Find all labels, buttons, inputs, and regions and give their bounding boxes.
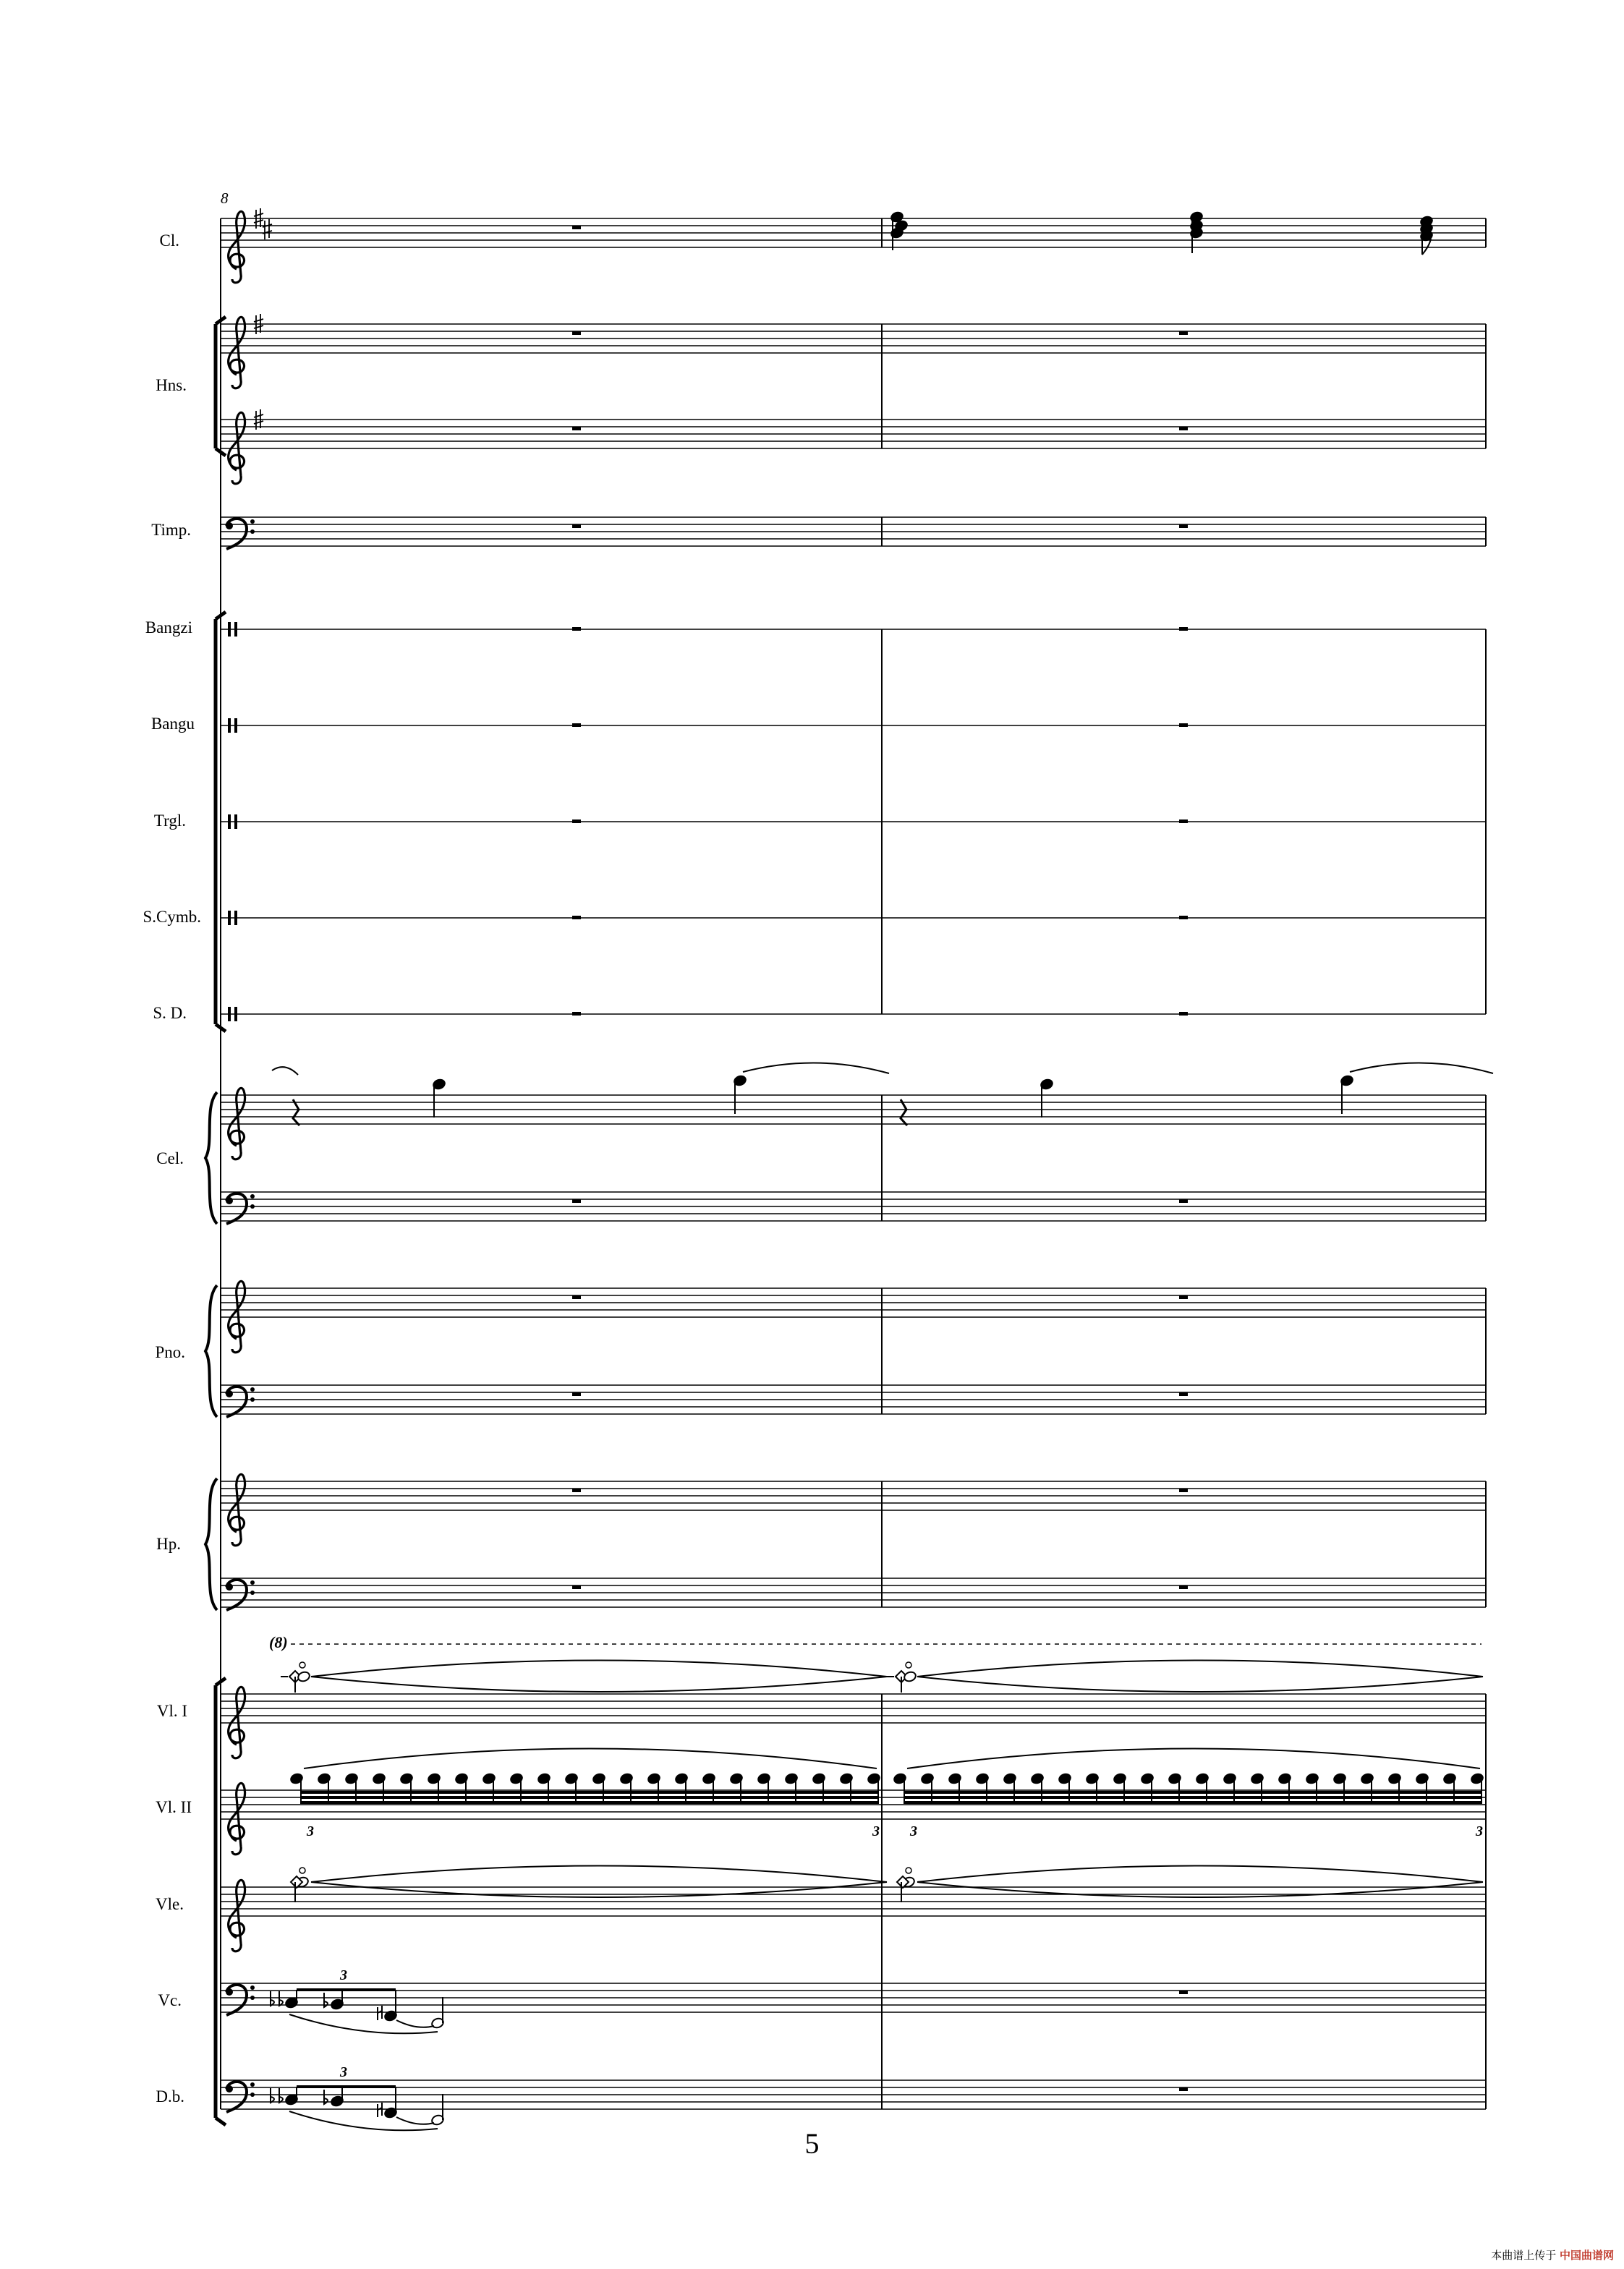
percussion-clef — [228, 1007, 231, 1021]
bass-clef-dot — [250, 1397, 255, 1402]
instrument-label-scymb: S.Cymb. — [143, 908, 201, 926]
instrument-label-cel: Cel. — [156, 1149, 184, 1167]
clefs — [226, 208, 272, 2112]
whole-rest — [1179, 1991, 1188, 1994]
violin1-note — [297, 1671, 310, 1683]
whole-rest — [572, 1295, 581, 1299]
harmonic-circle — [906, 1662, 911, 1668]
whole-rest — [572, 331, 581, 335]
whole-rest — [572, 1012, 581, 1016]
whole-rest — [1179, 1585, 1188, 1589]
flat-sign — [271, 1991, 274, 2006]
instrument-label-db: D.b. — [156, 2087, 184, 2106]
whole-rest — [572, 723, 581, 727]
percussion-clef — [234, 911, 237, 925]
measure-number: 8 — [221, 190, 229, 207]
whole-rest — [1179, 2087, 1188, 2091]
watermark-brand: 中国曲谱网 — [1559, 2249, 1614, 2262]
bass-clef-dot — [250, 2082, 255, 2087]
whole-rest — [1179, 627, 1188, 631]
slur — [1350, 1063, 1493, 1073]
bass-clef-dot — [250, 1580, 255, 1585]
flat-sign — [271, 2088, 274, 2103]
instrument-label-vle: Vle. — [156, 1895, 184, 1913]
instrument-label-sd: S. D. — [153, 1004, 187, 1022]
bass-clef-dot — [250, 1985, 255, 1990]
percussion-clef — [228, 622, 231, 637]
instrument-label-hp: Hp. — [156, 1535, 181, 1553]
page-number: 5 — [804, 2127, 820, 2160]
instrument-label-bangzi: Bangzi — [145, 618, 192, 637]
slur — [917, 1661, 1483, 1677]
percussion-clef — [234, 718, 237, 733]
instrument-label-cl: Cl. — [159, 231, 179, 250]
tuplet-number: 3 — [307, 1823, 314, 1839]
tie — [311, 1882, 887, 1897]
tuplet-number: 3 — [910, 1823, 917, 1839]
percussion-clef — [234, 622, 237, 637]
percussion-clef — [234, 1007, 237, 1021]
slur — [743, 1063, 889, 1073]
whole-rest — [1179, 1392, 1188, 1396]
whole-rest — [572, 627, 581, 631]
instrument-label-hns: Hns. — [156, 376, 187, 394]
whole-rest — [1179, 1012, 1188, 1016]
whole-rest — [1179, 427, 1188, 430]
grand-staff-brace — [205, 1478, 217, 1610]
bass-clef-dot — [226, 1390, 233, 1397]
harmonic-circle — [299, 1868, 305, 1873]
bass-clef-dot — [226, 1583, 233, 1591]
whole-rest — [1179, 1489, 1188, 1492]
whole-rest — [572, 916, 581, 919]
slur — [917, 1866, 1483, 1883]
grand-staff-brace — [205, 1092, 217, 1224]
tuplet-number: 3 — [872, 1823, 880, 1839]
bass-clef-dot — [226, 1197, 233, 1204]
slur — [907, 1749, 1480, 1769]
bass-clef-dot — [250, 1204, 255, 1209]
instrument-label-timp: Timp. — [151, 521, 191, 539]
whole-rest — [572, 427, 581, 430]
quarter-rest — [901, 1099, 907, 1125]
percussion-clef — [228, 911, 231, 925]
whole-rests — [572, 226, 1188, 2091]
instrument-label-bangu: Bangu — [150, 715, 195, 733]
harmonic-circle — [299, 1662, 305, 1668]
quarter-rest — [293, 1099, 299, 1125]
tie — [917, 1677, 1483, 1692]
grand-staff-brace — [205, 1285, 217, 1417]
whole-rest — [572, 1489, 581, 1492]
violin1-note — [903, 1671, 917, 1683]
bass-clef-dot — [226, 1988, 233, 1996]
whole-rest — [1179, 820, 1188, 823]
bass-clef-dot — [250, 519, 255, 524]
harmonic-circle — [906, 1868, 911, 1873]
tie — [917, 1882, 1483, 1897]
barlines — [221, 218, 1486, 2109]
whole-rest — [1179, 1199, 1188, 1203]
tuplet-number: 3 — [1476, 1823, 1483, 1839]
percussion-clef — [228, 814, 231, 829]
note-flag — [1422, 239, 1431, 255]
slur — [311, 1866, 887, 1883]
whole-rest — [1179, 916, 1188, 919]
flat-sign — [279, 1991, 283, 2006]
bass-clef-dot — [250, 1591, 255, 1595]
bass-clef-dot — [250, 1387, 255, 1392]
bass-clef-dot — [226, 2085, 233, 2093]
slur — [311, 1661, 887, 1677]
tuplet-number: 3 — [340, 2064, 347, 2080]
whole-rest — [572, 1199, 581, 1203]
natural-sign — [378, 2006, 382, 2020]
instrument-label-vl2: Vl. II — [156, 1798, 192, 1816]
whole-rest — [1179, 524, 1188, 528]
instrument-label-trgl: Trgl. — [153, 812, 186, 830]
whole-rest — [1179, 723, 1188, 727]
whole-rest — [572, 226, 581, 229]
watermark-text: 本曲谱上传于 — [1491, 2249, 1557, 2262]
tie — [311, 1677, 887, 1692]
staff-lines — [221, 218, 1486, 2109]
percussion-clef — [234, 814, 237, 829]
instrument-label-pno: Pno. — [155, 1343, 185, 1361]
bass-clef-dot — [250, 1996, 255, 2000]
tie — [396, 2117, 434, 2124]
watermark — [1491, 2247, 1614, 2262]
whole-rest — [1179, 1295, 1188, 1299]
instrument-label-vl1: Vl. I — [156, 1702, 187, 1720]
tie — [396, 2020, 434, 2027]
whole-rest — [572, 1392, 581, 1396]
flat-sign — [279, 2088, 283, 2103]
whole-rest — [572, 524, 581, 528]
ottava-mark: (8) — [269, 1633, 288, 1651]
whole-rest — [1179, 331, 1188, 335]
whole-rest — [572, 820, 581, 823]
bass-clef-dot — [250, 529, 255, 534]
tuplet-number: 3 — [340, 1967, 347, 1983]
percussion-clef — [228, 718, 231, 733]
instrument-label-vc: Vc. — [158, 1991, 182, 2009]
natural-sign — [378, 2103, 382, 2117]
sharp-sign — [263, 219, 272, 239]
bass-clef-dot — [250, 2093, 255, 2097]
whole-rest — [572, 1585, 581, 1589]
slur — [289, 2014, 438, 2033]
bass-clef-dot — [226, 522, 233, 529]
bass-clef-dot — [250, 1194, 255, 1199]
slur — [304, 1749, 877, 1769]
slur — [272, 1067, 298, 1075]
